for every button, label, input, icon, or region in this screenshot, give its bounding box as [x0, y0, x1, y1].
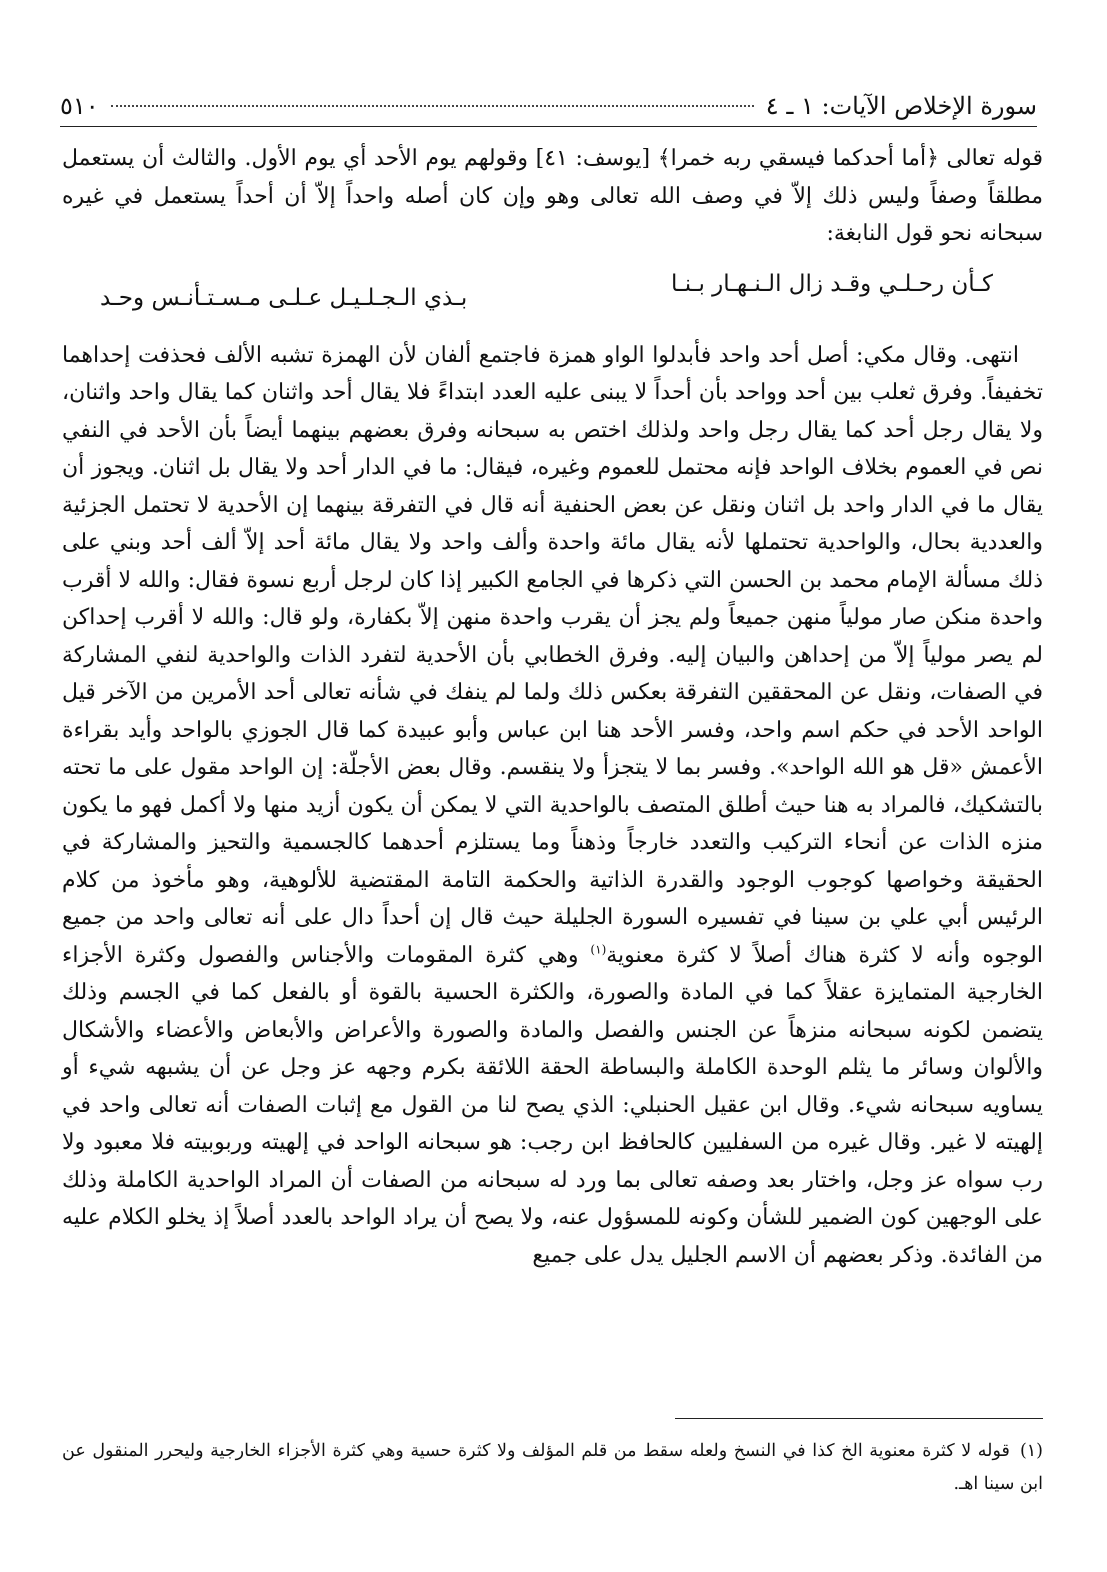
footnote: [62, 1435, 1043, 1501]
footnote-reference[interactable]: (١): [590, 942, 607, 957]
body-text: [62, 140, 1043, 1274]
intro-paragraph: قوله تعالى ﴿أما أحدكما فيسقي ربه خمرا﴾ [يوسف: ٤١] وقولهم يوم الأحد أي يوم الأول. والثالث أن يستعمل مطلقاً وصفاً وليس ذلك إلاّ في وصف الله تعالى وهو وإن كان أصله واحداً إلاّ أن أحداً يستعمل في غيره سبحانه نحو قول النابغة:: [62, 146, 1043, 246]
running-header: [60, 86, 1037, 127]
main-paragraph-text-part1: انتهى. وقال مكي: أصل أحد واحد فأبدلوا الواو همزة فاجتمع ألفان لأن الهمزة تشبه الألف فحذفت إحداهما تخفيفاً. وفرق ثعلب بين أحد وواحد بأن أحداً لا يبنى عليه العدد ابتداءً فلا يقال أحد واثنان كما يقال واحد واثنان، ولا يقال رجل أحد كما يقال رجل واحد ولذلك اختص به سبحانه وفرق بعضهم بينهما أيضاً بأن الأحد في النفي نص في العموم بخلاف الواحد فإنه محتمل للعموم وغيره، فيقال: ما في الدار أحد ولا يقال بل اثنان. ويجوز أن يقال ما في الدار واحد بل اثنان ونقل عن بعض الحنفية أنه قال في التفرقة بينهما إن الأحدية لا تحتمل الجزئية والعددية بحال، والواحدية تحتملها لأنه يقال مائة واحدة وألف واحد ولا يقال مائة أحد إلاّ ألف أحد وبني على ذلك مسألة الإمام محمد بن الحسن التي ذكرها في الجامع الكبير إذا كان لرجل أربع نسوة فقال: والله لا أقرب واحدة منكن صار مولياً منهن جميعاً ولم يجز أن يقرب واحدة منهن إلاّ بكفارة، ولو قال: والله لا أقرب إحداكن لم يصر مولياً إلاّ من إحداهن والبيان إليه. وفرق الخطابي بأن الأحدية لتفرد الذات والواحدية لنفي المشاركة في الصفات، ونقل عن المحققين التفرقة بعكس ذلك ولما لم ينفك في شأنه تعالى أحد الأمرين من الآخر قيل الواحد الأحد في حكم اسم واحد، وفسر الأحد هنا ابن عباس وأبو عبيدة كما قال الجوزي بالواحد وأيد بقراءة الأعمش «قل هو الله الواحد». وفسر بما لا يتجزأ ولا ينقسم. وقال بعض الأجلّة: إن الواحد مقول على ما تحته بالتشكيك، فالمراد به هنا حيث أطلق المتصف بالواحدية التي لا يمكن أن يكون أزيد منها ولا أكمل فهو ما يكون منزه الذات عن أنحاء التركيب والتعدد خارجاً وذهناً وما يستلزم أحدهما كالجسمية والتحيز والمشاركة في الحقيقة وخواصها كوجوب الوجود والقدرة الذاتية والحكمة التامة المقتضية للألوهية، وهو مأخوذ من كلام الرئيس أبي علي بن سينا في تفسيره السورة الجليلة حيث قال إن أحداً دال على أنه تعالى واحد من جميع الوجوه وأنه لا كثرة هناك أصلاً لا كثرة معنوية: [62, 342, 1043, 968]
footnote-divider: [675, 1418, 1043, 1419]
footnote-marker: (١): [1019, 1441, 1043, 1461]
header-dot-leader: [111, 105, 754, 107]
main-paragraph: [62, 337, 1043, 1275]
main-paragraph-text-part2: وهي كثرة المقومات والأجناس والفصول وكثرة الأجزاء الخارجية المتمايزة عقلاً كما في المادة والصورة، والكثرة الحسية بالقوة أو بالفعل كما في الجسم وذلك يتضمن لكونه سبحانه منزهاً عن الجنس والفصل والمادة والصورة والأعراض والأبعاض والأعضاء والأشكال والألوان وسائر ما يثلم الوحدة الكاملة والبساطة الحقة اللائقة بكرم وجهه عز وجل عن أن يشبهه شيء أو يساويه سبحانه شيء. وقال ابن عقيل الحنبلي: الذي يصح لنا من القول مع إثبات الصفات أنه تعالى واحد في إلهيته لا غير. وقال غيره من السفليين كالحافظ ابن رجب: هو سبحانه الواحد في إلهيته وربوبيته فلا معبود ولا رب سواه عز وجل، واختار بعد وصفه تعالى بما ورد له سبحانه من الصفات أن المراد الواحدية الكاملة وذلك على الوجهين كون الضمير للشأن وكونه للمسؤول عنه، ولا يصح أن يراد الواحد بالعدد أصلاً إذ يخلو الكلام عليه من الفائدة. وذكر بعضهم أن الاسم الجليل يدل على جميع: [62, 942, 1043, 1268]
page-number: ٥١٠: [60, 92, 99, 120]
header-title: سورة الإخلاص الآيات: ١ ـ ٤: [765, 92, 1037, 120]
footnote-text: قوله لا كثرة معنوية الخ كذا في النسخ ولعله سقط من قلم المؤلف ولا كثرة حسية وهي كثرة الأجزاء الخارجية وليحرر المنقول عن ابن سينا اهـ.: [62, 1441, 1043, 1494]
poem-second-hemistich: بـذي الـجـلـيـل عـلـى مـسـتـأنـس وحـد: [100, 284, 468, 311]
poem-first-hemistich: كـأن رحـلـي وقـد زال الـنـهـار بـنـا: [671, 270, 993, 297]
poem-verse: [62, 267, 1043, 315]
